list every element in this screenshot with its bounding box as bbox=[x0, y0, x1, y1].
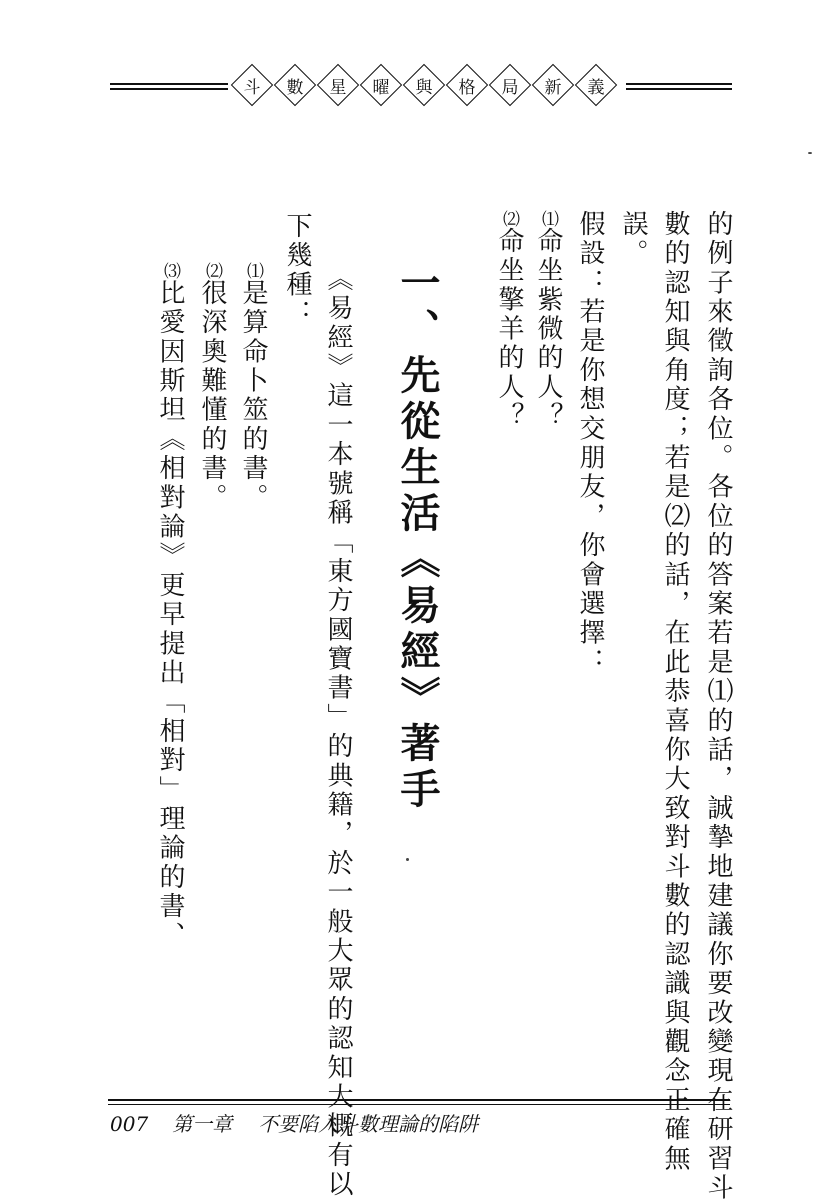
list-item bbox=[157, 262, 183, 951]
list-marker: ⑵ bbox=[499, 210, 519, 227]
title-char: 與 bbox=[403, 64, 445, 106]
body-column: 的例子來徵詢各位。各位的答案若是⑴的話，誠摯地建議你要改變現在研習斗 bbox=[703, 210, 733, 1203]
list-item bbox=[199, 262, 225, 513]
list-item bbox=[240, 262, 266, 513]
title-char: 格 bbox=[446, 64, 488, 106]
print-speck bbox=[808, 152, 812, 154]
list-marker: ⑴ bbox=[243, 262, 263, 279]
list-item-text: 很深奧難懂的書。 bbox=[197, 279, 227, 513]
body-column: 《易經》這一本號稱「東方國寶書」的典籍，於一般大眾的認知大概有以 bbox=[323, 265, 353, 1200]
header-rule-right bbox=[626, 83, 732, 90]
list-item-text: 命坐紫微的人？ bbox=[533, 227, 563, 432]
list-marker: ⑶ bbox=[160, 262, 180, 279]
header-rule-left bbox=[110, 83, 228, 90]
body-column: 誤。 bbox=[618, 210, 648, 269]
chapter-title: 不要陷入斗數理論的陷阱 bbox=[258, 1112, 479, 1136]
body-column: 下幾種： bbox=[282, 212, 312, 329]
footer-rule bbox=[108, 1099, 730, 1105]
title-char: 曜 bbox=[360, 64, 402, 106]
page-footer bbox=[110, 1108, 478, 1137]
book-title bbox=[231, 64, 617, 106]
title-char: 義 bbox=[575, 64, 617, 106]
title-char: 新 bbox=[532, 64, 574, 106]
list-item bbox=[535, 210, 561, 431]
list-item bbox=[496, 210, 522, 431]
list-item-text: 是算命卜筮的書。 bbox=[238, 279, 268, 513]
title-char: 斗 bbox=[231, 64, 273, 106]
body-column: 假設：若是你想交朋友，你會選擇： bbox=[575, 210, 605, 678]
chapter-label: 第一章 bbox=[172, 1112, 233, 1136]
list-item-text: 命坐擎羊的人？ bbox=[494, 227, 524, 432]
title-char: 數 bbox=[274, 64, 316, 106]
title-char: 星 bbox=[317, 64, 359, 106]
list-marker: ⑴ bbox=[538, 210, 558, 227]
list-marker: ⑵ bbox=[202, 262, 222, 279]
title-char: 局 bbox=[489, 64, 531, 106]
print-speck bbox=[406, 858, 409, 861]
body-column: 數的認知與角度；若是⑵的話，在此恭喜你大致對斗數的認識與觀念正確無 bbox=[660, 210, 690, 1174]
page-number: 007 bbox=[110, 1112, 149, 1136]
section-heading: 一、先從生活《易經》著手 bbox=[394, 262, 440, 814]
list-item-text: 比愛因斯坦《相對論》更早提出「相對」理論的書、 bbox=[155, 279, 185, 951]
